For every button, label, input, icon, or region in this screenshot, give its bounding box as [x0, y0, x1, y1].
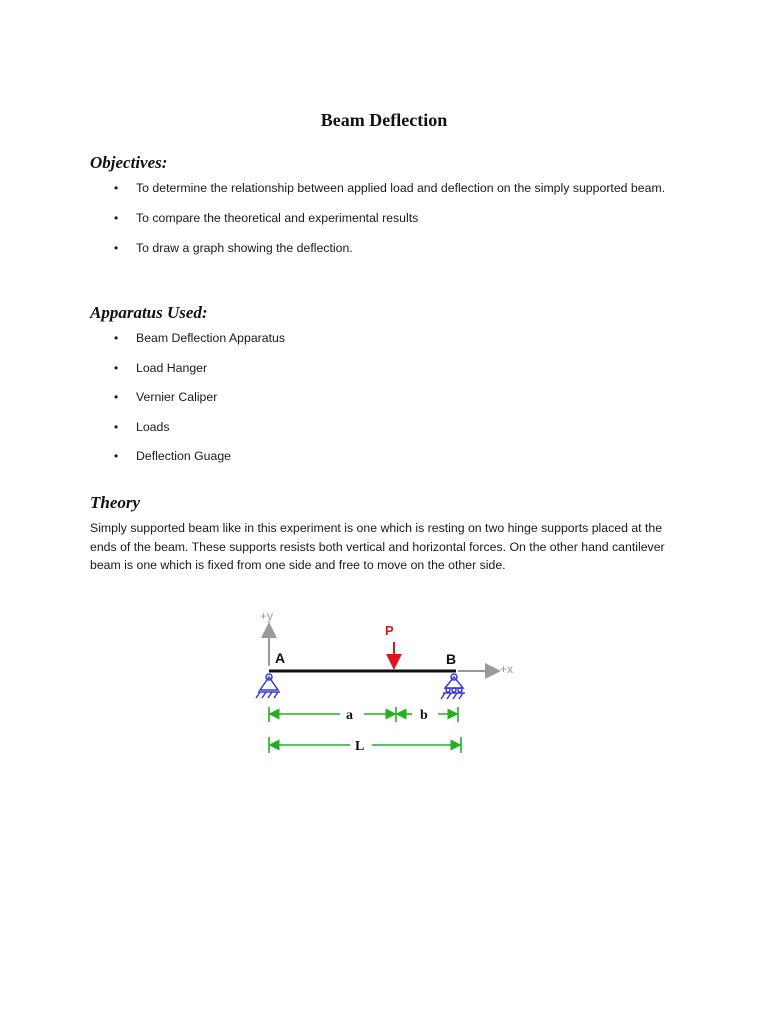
support-a-label: A: [275, 650, 286, 666]
dimension-a-b: [269, 707, 458, 722]
list-item: [90, 359, 670, 378]
y-axis-label: +y: [260, 609, 274, 623]
dimension-a-label: a: [346, 708, 353, 723]
pin-support-a: [256, 674, 280, 698]
bullet-icon: •: [114, 360, 119, 375]
dimension-b-label: b: [420, 708, 428, 723]
list-item-text: Vernier Caliper: [136, 390, 218, 404]
list-item-text: Load Hanger: [136, 360, 208, 375]
list-item: [90, 239, 670, 258]
list-item-text: Deflection Guage: [136, 449, 232, 463]
list-item-text: Beam Deflection Apparatus: [136, 331, 286, 345]
bullet-icon: •: [114, 419, 119, 434]
list-item-text: To draw a graph showing the deflection.: [136, 241, 353, 255]
bullet-icon: •: [114, 241, 119, 255]
beam-diagram: [250, 600, 530, 765]
list-item-text: To compare the theoretical and experimental results: [136, 211, 419, 225]
list-item-text: Loads: [136, 419, 170, 434]
list-item: [90, 388, 670, 407]
list-item: [90, 447, 670, 466]
bullet-icon: •: [114, 390, 119, 404]
bullet-icon: •: [114, 211, 119, 225]
theory-heading: Theory: [90, 493, 141, 512]
list-item: [90, 209, 670, 228]
list-item: [90, 179, 670, 198]
dimension-l-label: L: [355, 739, 365, 754]
list-item: [90, 418, 670, 437]
objectives-heading: Objectives:: [90, 153, 168, 172]
bullet-icon: •: [114, 331, 119, 345]
apparatus-heading: Apparatus Used:: [90, 303, 208, 322]
support-b-label: B: [446, 651, 457, 667]
list-item-text: To determine the relationship between applied load and deflection on the simply supported beam.: [136, 181, 666, 195]
objectives-list: [90, 179, 670, 258]
theory-paragraph: Simply supported beam like in this experiment is one which is resting on two hinge supports placed at the ends of the beam. These supports resists both vertical and horizontal forces. On the other hand cantilever beam is one which is fixed from one side and free to move on the other side.: [90, 521, 665, 573]
document-title: Beam Deflection: [320, 110, 448, 130]
bullet-icon: •: [114, 181, 119, 195]
x-axis-label: +x: [500, 662, 514, 676]
dimension-l: [269, 737, 461, 753]
load-label: P: [385, 623, 394, 638]
bullet-icon: •: [114, 449, 119, 463]
apparatus-list: [90, 329, 670, 466]
beam-diagram-svg: [250, 600, 530, 765]
roller-support-b: [441, 674, 465, 699]
list-item: [90, 329, 670, 348]
